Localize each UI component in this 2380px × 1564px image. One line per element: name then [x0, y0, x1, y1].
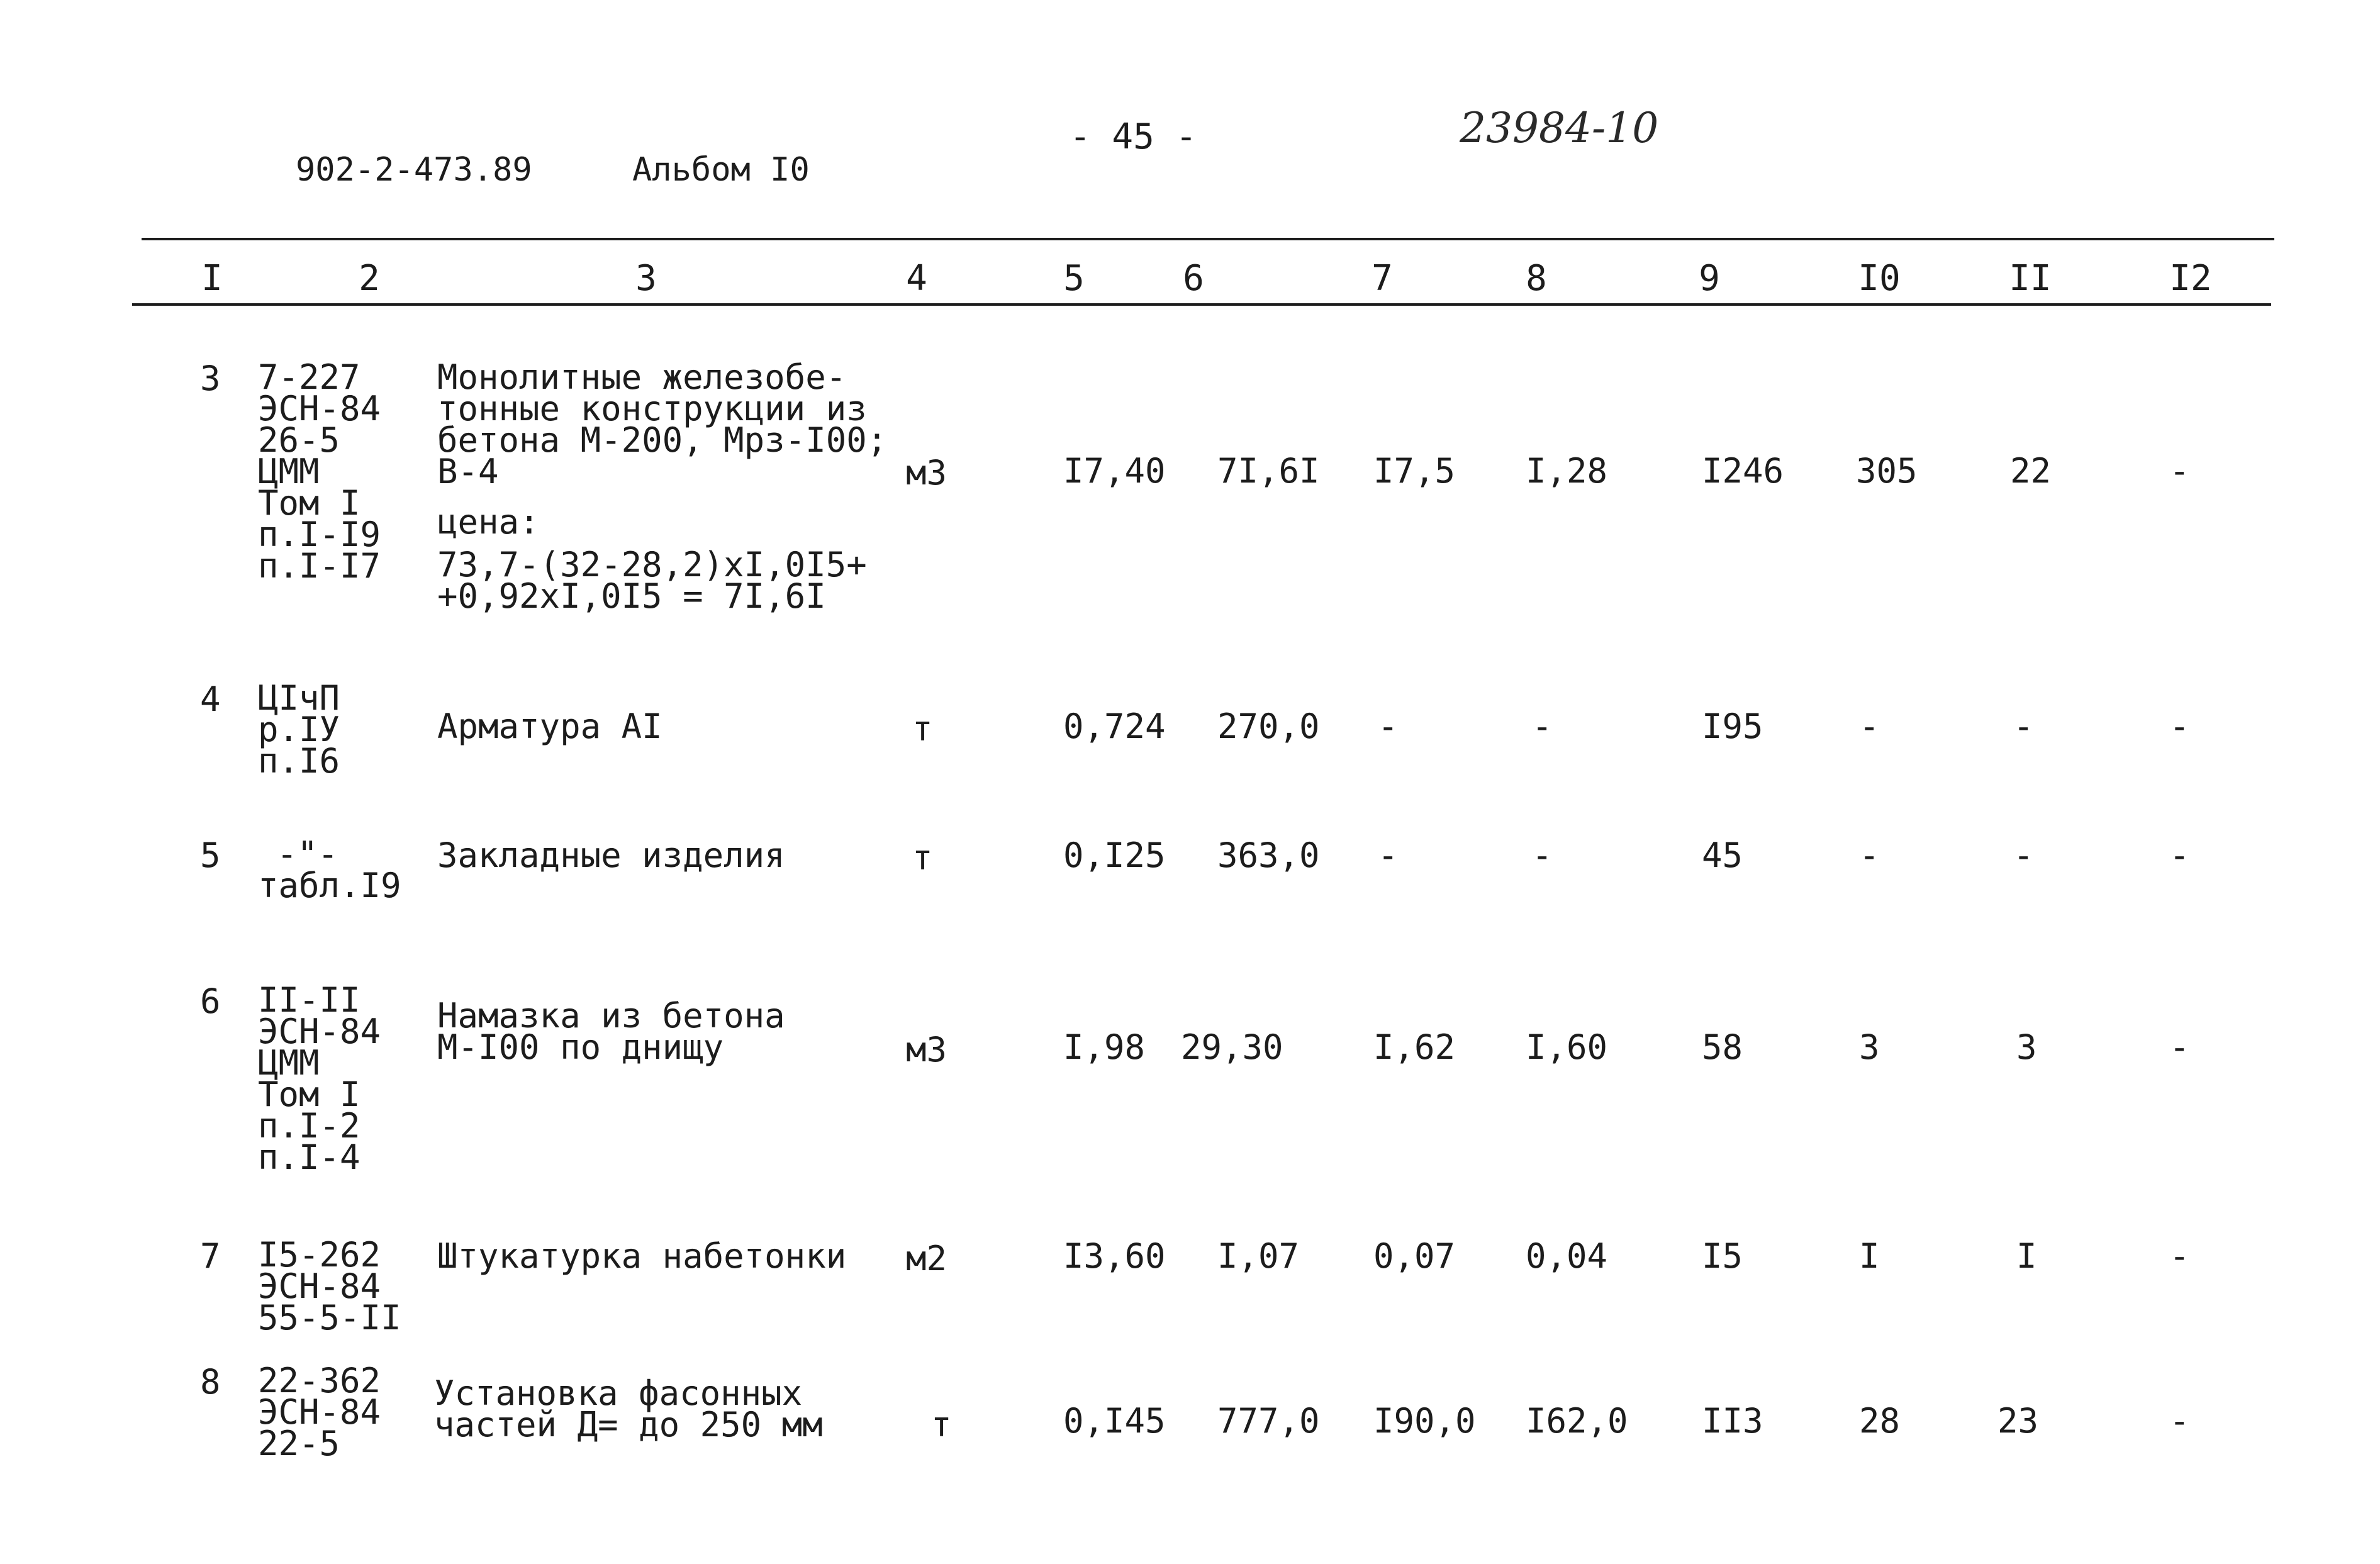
column-8-value: - [1532, 835, 1553, 875]
column-12-value: - [2169, 1236, 2190, 1276]
unit-cost: 777,0 [1217, 1401, 1320, 1441]
column-11-value: 23 [1997, 1401, 2039, 1441]
column-number: 4 [906, 258, 927, 299]
column-8-value: I,60 [1526, 1027, 1608, 1067]
normative-code: -"- табл.I9 [258, 834, 401, 905]
column-number: 2 [359, 258, 380, 299]
document-code: 902-2-473.89 [296, 151, 532, 189]
unit-cost: 363,0 [1217, 835, 1320, 875]
column-10-value: 305 [1856, 451, 1918, 491]
quantity: I3,60 [1063, 1236, 1166, 1276]
column-12-value: - [2169, 1027, 2190, 1067]
work-name: Намазка из бетона М-I00 по днищу [437, 996, 785, 1067]
total-cost: I5 [1702, 1236, 1743, 1276]
column-number: I2 [2169, 258, 2212, 299]
total-cost: 45 [1702, 835, 1743, 875]
normative-code: 7-227 ЭСН-84 26-5 ЦММ Том I п.I-I9 п.I-I7 [258, 357, 381, 586]
unit: т [931, 1405, 952, 1444]
column-12-value: - [2169, 451, 2190, 491]
row-number: 7 [200, 1236, 221, 1276]
column-7-value: I,62 [1373, 1027, 1456, 1067]
total-cost: II3 [1702, 1401, 1763, 1441]
column-number: I [201, 258, 223, 299]
quantity: 0,724 [1063, 707, 1166, 746]
column-11-value: - [2013, 835, 2034, 875]
work-name: Штукатурка набетонки [437, 1236, 847, 1276]
table-top-rule [142, 238, 2274, 240]
page-number: - 45 - [1070, 116, 1197, 157]
column-10-value: - [1859, 835, 1880, 875]
column-10-value: I [1859, 1236, 1880, 1276]
quantity: I7,40 [1063, 451, 1166, 491]
normative-code: 22-362 ЭСН-84 22-5 [258, 1361, 381, 1463]
price-note: цена: 73,7-(32-28,2)хI,0I5+ +0,92хI,0I5 = 7I,6I [437, 502, 867, 616]
column-number: II [2009, 258, 2052, 299]
work-name: Монолитные железобе- тонные конструкции из бетона М-200, Мрз-I00; В-4 [437, 357, 888, 491]
column-8-value: I,28 [1526, 451, 1608, 491]
column-number: 5 [1063, 258, 1085, 299]
column-12-value: - [2169, 707, 2190, 746]
column-7-value: I90,0 [1373, 1401, 1476, 1441]
column-number: I0 [1858, 258, 1901, 299]
column-12-value: - [2169, 835, 2190, 875]
column-11-value: 3 [2016, 1027, 2037, 1067]
column-11-value: I [2016, 1236, 2037, 1276]
unit: м2 [906, 1239, 947, 1278]
column-12-value: - [2169, 1401, 2190, 1441]
row-number: 3 [200, 359, 221, 398]
unit-cost: 270,0 [1217, 707, 1320, 746]
work-name: Закладные изделия [437, 835, 785, 875]
unit-cost: 29,30 [1181, 1027, 1283, 1067]
total-cost: I95 [1702, 707, 1763, 746]
column-7-value: - [1378, 835, 1399, 875]
unit: м3 [906, 453, 947, 493]
row-number: 4 [200, 679, 221, 719]
column-number: 3 [635, 258, 657, 299]
normative-code: ЦIчП р.IУ п.I6 [258, 678, 340, 781]
column-10-value: 3 [1859, 1027, 1880, 1067]
table-header-rule [132, 303, 2271, 306]
work-name: Арматура АI [437, 707, 662, 746]
quantity: 0,I45 [1063, 1401, 1166, 1441]
row-number: 5 [200, 835, 221, 875]
album-label: Альбом I0 [632, 151, 810, 189]
row-number: 8 [200, 1362, 221, 1402]
column-7-value: I7,5 [1373, 451, 1456, 491]
unit: м3 [906, 1030, 947, 1070]
work-name: Установка фасонных частей Д= до 250 мм [434, 1373, 823, 1444]
column-8-value: 0,04 [1526, 1236, 1608, 1276]
unit: т [912, 709, 933, 749]
total-cost: 58 [1702, 1027, 1743, 1067]
column-number: 8 [1526, 258, 1547, 299]
column-10-value: - [1859, 707, 1880, 746]
column-10-value: 28 [1859, 1401, 1901, 1441]
quantity: I,98 [1063, 1027, 1146, 1067]
unit: т [912, 838, 933, 878]
column-11-value: - [2013, 707, 2034, 746]
handwritten-note: 23984-10 [1460, 104, 1659, 152]
column-11-value: 22 [2010, 451, 2052, 491]
column-7-value: - [1378, 707, 1399, 746]
total-cost: I246 [1702, 451, 1784, 491]
column-7-value: 0,07 [1373, 1236, 1456, 1276]
row-number: 6 [200, 981, 221, 1021]
column-number: 7 [1372, 258, 1393, 299]
column-8-value: - [1532, 707, 1553, 746]
column-number: 6 [1183, 258, 1204, 299]
normative-code: II-II ЭСН-84 ЦММ Том I п.I-2 п.I-4 [258, 980, 381, 1177]
unit-cost: I,07 [1217, 1236, 1300, 1276]
column-8-value: I62,0 [1526, 1401, 1628, 1441]
column-number: 9 [1699, 258, 1720, 299]
unit-cost: 7I,6I [1217, 451, 1320, 491]
normative-code: I5-262 ЭСН-84 55-5-II [258, 1235, 401, 1338]
quantity: 0,I25 [1063, 835, 1166, 875]
